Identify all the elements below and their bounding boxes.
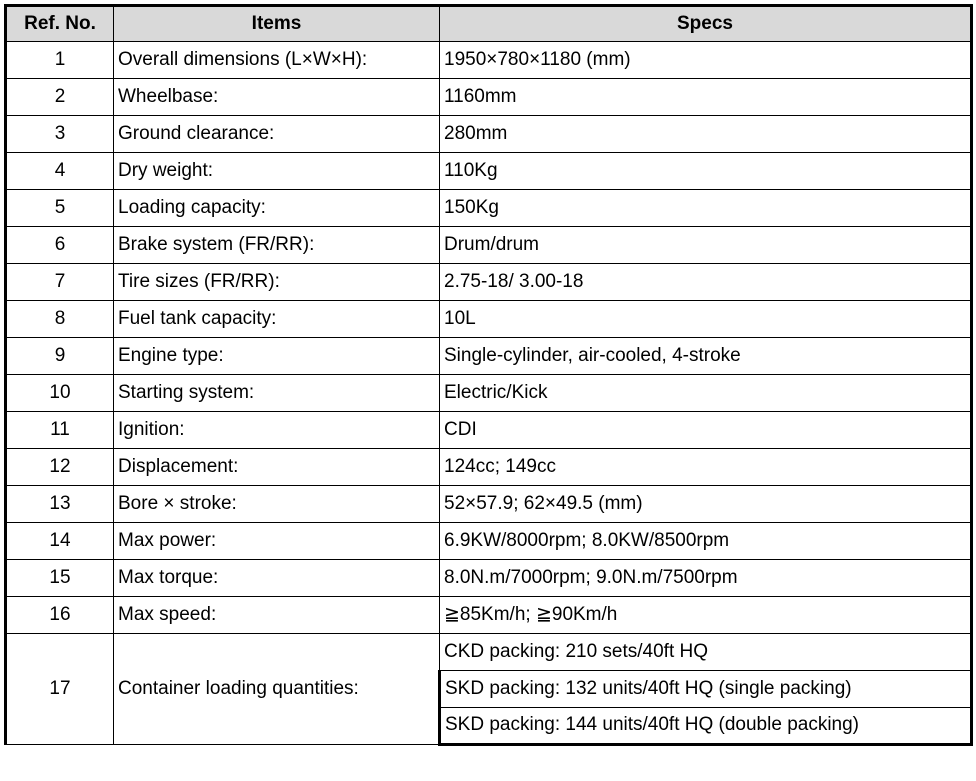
item-cell: Brake system (FR/RR): <box>114 227 440 264</box>
ref-no-cell: 4 <box>6 153 114 190</box>
spec-cell: CKD packing: 210 sets/40ft HQ <box>440 634 972 671</box>
ref-no-cell: 7 <box>6 264 114 301</box>
item-cell: Ignition: <box>114 412 440 449</box>
item-cell: Container loading quantities: <box>114 634 440 745</box>
ref-no-cell: 12 <box>6 449 114 486</box>
table-row <box>6 597 972 634</box>
ref-no-cell: 2 <box>6 79 114 116</box>
item-cell: Tire sizes (FR/RR): <box>114 264 440 301</box>
spec-cell: Electric/Kick <box>440 375 972 412</box>
spec-cell: 52×57.9; 62×49.5 (mm) <box>440 486 972 523</box>
table-row <box>6 301 972 338</box>
table-row <box>6 116 972 153</box>
spec-cell: 150Kg <box>440 190 972 227</box>
ref-no-cell: 3 <box>6 116 114 153</box>
table-row <box>6 338 972 375</box>
ref-no-cell: 14 <box>6 523 114 560</box>
item-cell: Bore × stroke: <box>114 486 440 523</box>
ref-no-cell: 10 <box>6 375 114 412</box>
table-row <box>6 375 972 412</box>
item-cell: Ground clearance: <box>114 116 440 153</box>
ref-no-cell: 17 <box>6 634 114 745</box>
table-row <box>6 449 972 486</box>
header-specs: Specs <box>440 6 972 42</box>
header-row <box>6 6 972 42</box>
ref-no-cell: 8 <box>6 301 114 338</box>
ref-no-cell: 1 <box>6 42 114 79</box>
spec-cell: SKD packing: 132 units/40ft HQ (single packing) <box>440 671 972 708</box>
spec-cell: SKD packing: 144 units/40ft HQ (double packing) <box>440 708 972 745</box>
item-cell: Engine type: <box>114 338 440 375</box>
spec-table <box>4 4 973 746</box>
spec-cell: CDI <box>440 412 972 449</box>
item-cell: Displacement: <box>114 449 440 486</box>
table-row <box>6 227 972 264</box>
table-row <box>6 412 972 449</box>
table-row <box>6 634 972 671</box>
ref-no-cell: 15 <box>6 560 114 597</box>
spec-cell: 2.75-18/ 3.00-18 <box>440 264 972 301</box>
spec-table-container <box>4 4 973 746</box>
spec-cell: 10L <box>440 301 972 338</box>
spec-cell: Single-cylinder, air-cooled, 4-stroke <box>440 338 972 375</box>
spec-cell: ≧85Km/h; ≧90Km/h <box>440 597 972 634</box>
spec-cell: 1160mm <box>440 79 972 116</box>
ref-no-cell: 5 <box>6 190 114 227</box>
table-row <box>6 523 972 560</box>
table-row <box>6 190 972 227</box>
spec-cell: Drum/drum <box>440 227 972 264</box>
ref-no-cell: 11 <box>6 412 114 449</box>
ref-no-cell: 16 <box>6 597 114 634</box>
table-row <box>6 486 972 523</box>
header-items: Items <box>114 6 440 42</box>
item-cell: Dry weight: <box>114 153 440 190</box>
table-row <box>6 264 972 301</box>
item-cell: Loading capacity: <box>114 190 440 227</box>
ref-no-cell: 6 <box>6 227 114 264</box>
ref-no-cell: 13 <box>6 486 114 523</box>
item-cell: Starting system: <box>114 375 440 412</box>
table-row <box>6 79 972 116</box>
spec-cell: 124cc; 149cc <box>440 449 972 486</box>
item-cell: Max power: <box>114 523 440 560</box>
header-ref-no: Ref. No. <box>6 6 114 42</box>
spec-cell: 8.0N.m/7000rpm; 9.0N.m/7500rpm <box>440 560 972 597</box>
spec-cell: 6.9KW/8000rpm; 8.0KW/8500rpm <box>440 523 972 560</box>
table-row <box>6 153 972 190</box>
table-row <box>6 42 972 79</box>
spec-cell: 280mm <box>440 116 972 153</box>
ref-no-cell: 9 <box>6 338 114 375</box>
item-cell: Fuel tank capacity: <box>114 301 440 338</box>
table-body <box>6 42 972 745</box>
table-row <box>6 560 972 597</box>
spec-cell: 110Kg <box>440 153 972 190</box>
item-cell: Wheelbase: <box>114 79 440 116</box>
item-cell: Overall dimensions (L×W×H): <box>114 42 440 79</box>
item-cell: Max speed: <box>114 597 440 634</box>
item-cell: Max torque: <box>114 560 440 597</box>
spec-cell: 1950×780×1180 (mm) <box>440 42 972 79</box>
